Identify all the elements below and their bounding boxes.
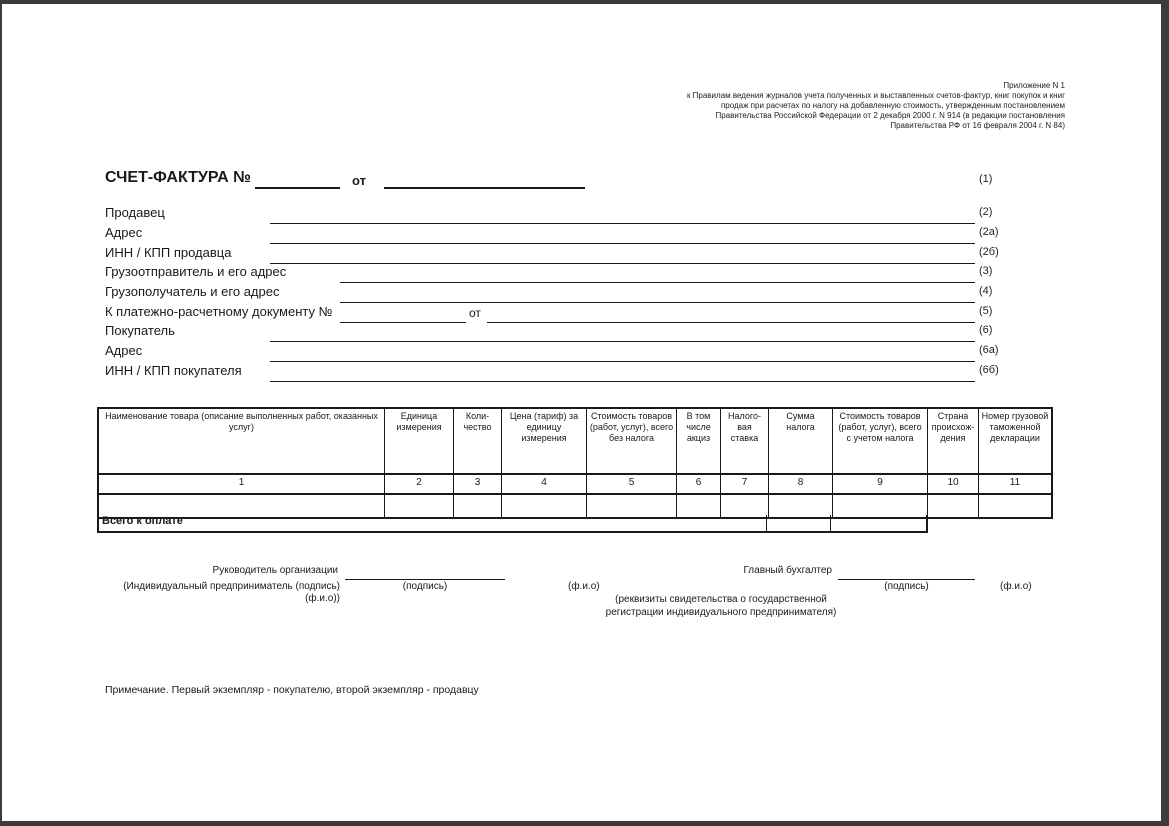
line-ref-5: (5) bbox=[979, 305, 993, 317]
empty-cell bbox=[769, 495, 833, 517]
empty-cell bbox=[979, 495, 1051, 517]
entrepreneur-signature-label: (Индивидуальный предприниматель (подпись) bbox=[123, 581, 340, 592]
payment-document-date-label: от bbox=[469, 306, 481, 320]
line-ref-6b: (6б) bbox=[979, 364, 999, 376]
total-cost-with-tax-cell bbox=[831, 515, 926, 531]
buyer-inn-kpp-row bbox=[0, 362, 1169, 382]
buyer-inn-kpp-line bbox=[270, 381, 975, 382]
buyer-inn-kpp-label: ИНН / КПП покупателя bbox=[105, 363, 242, 378]
buyer-label: Покупатель bbox=[105, 323, 175, 338]
header-cost-with-tax: Стоимость товаров (работ, услуг), всего с учетом налога bbox=[833, 409, 928, 473]
consignor-row bbox=[0, 263, 1169, 283]
col-num: 8 bbox=[769, 475, 833, 493]
col-num: 11 bbox=[1009, 477, 1021, 488]
empty-cell bbox=[721, 495, 769, 517]
director-podpis-caption: (подпись) bbox=[402, 581, 448, 592]
payment-document-row bbox=[0, 303, 1169, 323]
col-num: 6 bbox=[677, 475, 721, 493]
empty-cell bbox=[833, 495, 928, 517]
accountant-signature-line bbox=[838, 566, 975, 580]
empty-cell bbox=[454, 495, 502, 517]
seller-label: Продавец bbox=[105, 205, 165, 220]
empty-cell bbox=[587, 495, 677, 517]
line-ref-2: (2) bbox=[979, 206, 993, 218]
buyer-address-label: Адрес bbox=[105, 343, 143, 358]
invoice-date-line bbox=[384, 172, 585, 189]
page-border-bottom bbox=[0, 821, 1169, 826]
director-signature-line bbox=[345, 566, 505, 580]
registration-requisites-caption bbox=[556, 594, 886, 619]
seller-address-label: Адрес bbox=[105, 225, 143, 240]
header-unit: Единица измерения bbox=[385, 409, 454, 473]
header-country-origin: Страна происхож-дения bbox=[928, 409, 979, 473]
seller-inn-kpp-row bbox=[0, 244, 1169, 264]
line-ref-3: (3) bbox=[979, 265, 993, 277]
empty-cell bbox=[928, 495, 979, 517]
empty-cell bbox=[502, 495, 587, 517]
col-num: 4 bbox=[502, 475, 587, 493]
buyer-address-row bbox=[0, 342, 1169, 362]
invoice-date-label: от bbox=[352, 173, 366, 188]
seller-inn-kpp-label: ИНН / КПП продавца bbox=[105, 245, 232, 260]
col-num: 1 bbox=[99, 475, 385, 493]
header-unit-price: Цена (тариф) за единицу измерения bbox=[502, 409, 587, 473]
appendix-line: Правительства РФ от 16 февраля 2004 г. N 84) bbox=[890, 121, 1065, 130]
empty-item-row bbox=[99, 493, 1051, 517]
appendix-line: Приложение N 1 bbox=[1003, 81, 1065, 90]
total-tax-amount-cell bbox=[767, 515, 831, 531]
consignee-label: Грузополучатель и его адрес bbox=[105, 284, 280, 299]
empty-cell bbox=[677, 495, 721, 517]
director-fio-caption: (ф.и.о) bbox=[568, 581, 600, 592]
appendix-line: к Правилам ведения журналов учета полученных и выставленных счетов-фактур, книг покупок и книг bbox=[686, 91, 1065, 100]
line-ref-2a: (2а) bbox=[979, 226, 999, 238]
column-number-row bbox=[99, 473, 1051, 493]
accountant-fio-caption: (ф.и.о) bbox=[1000, 581, 1032, 592]
seller-row bbox=[0, 204, 1169, 224]
items-table bbox=[97, 407, 1053, 519]
header-quantity: Коли-чество bbox=[454, 409, 502, 473]
col-num: 10 bbox=[928, 475, 979, 493]
empty-cell bbox=[385, 495, 454, 517]
requisites-line-1: (реквизиты свидетельства о государственной bbox=[615, 594, 827, 605]
header-item-name: Наименование товара (описание выполненных работ, оказанных услуг) bbox=[99, 409, 385, 473]
col-num: 5 bbox=[587, 475, 677, 493]
line-ref-1: (1) bbox=[979, 173, 993, 185]
header-tax-rate: Налого-вая ставка bbox=[721, 409, 769, 473]
header-excise: В том числе акциз bbox=[677, 409, 721, 473]
buyer-row bbox=[0, 322, 1169, 342]
consignor-label: Грузоотправитель и его адрес bbox=[105, 264, 287, 279]
col-num: 9 bbox=[833, 475, 928, 493]
col-num: 2 bbox=[385, 475, 454, 493]
line-ref-4: (4) bbox=[979, 285, 993, 297]
col-num: 3 bbox=[454, 475, 502, 493]
header-cost-without-tax: Стоимость товаров (работ, услуг), всего без налога bbox=[587, 409, 677, 473]
empty-cell bbox=[99, 495, 385, 517]
appendix-line: Правительства Российской Федерации от 2 декабря 2000 г. N 914 (в редакции постановления bbox=[715, 111, 1065, 120]
page-border-right bbox=[1161, 0, 1169, 826]
header-customs-declaration: Номер грузовой таможенной декларации bbox=[981, 411, 1049, 443]
payment-document-label: К платежно-расчетному документу № bbox=[105, 304, 333, 319]
page-border-top bbox=[0, 0, 1169, 4]
line-ref-6: (6) bbox=[979, 324, 993, 336]
total-label: Всего к оплате bbox=[99, 515, 767, 531]
appendix-annotation bbox=[525, 81, 1065, 131]
accountant-label: Главный бухгалтер bbox=[743, 565, 832, 576]
consignee-row bbox=[0, 283, 1169, 303]
accountant-podpis-caption: (подпись) bbox=[884, 581, 929, 592]
entrepreneur-fio-caption: (ф.и.о)) bbox=[305, 593, 340, 604]
invoice-number-line bbox=[255, 172, 340, 189]
page-border-left bbox=[0, 0, 2, 826]
director-label: Руководитель организации bbox=[212, 565, 338, 576]
requisites-line-2: регистрации индивидуального предпринимателя) bbox=[605, 606, 837, 618]
appendix-line: продаж при расчетах по налогу на добавленную стоимость, утвержденным постановлением bbox=[720, 101, 1065, 110]
totals-row bbox=[97, 515, 928, 533]
footer-note: Примечание. Первый экземпляр - покупателю, второй экземпляр - продавцу bbox=[105, 684, 479, 696]
header-tax-amount: Сумма налога bbox=[769, 409, 833, 473]
line-ref-2b: (2б) bbox=[979, 246, 999, 258]
invoice-title: СЧЕТ-ФАКТУРА № bbox=[105, 169, 251, 186]
line-ref-6a: (6а) bbox=[979, 344, 999, 356]
seller-address-row bbox=[0, 224, 1169, 244]
table-header-row bbox=[99, 409, 1051, 473]
col-num: 7 bbox=[721, 475, 769, 493]
